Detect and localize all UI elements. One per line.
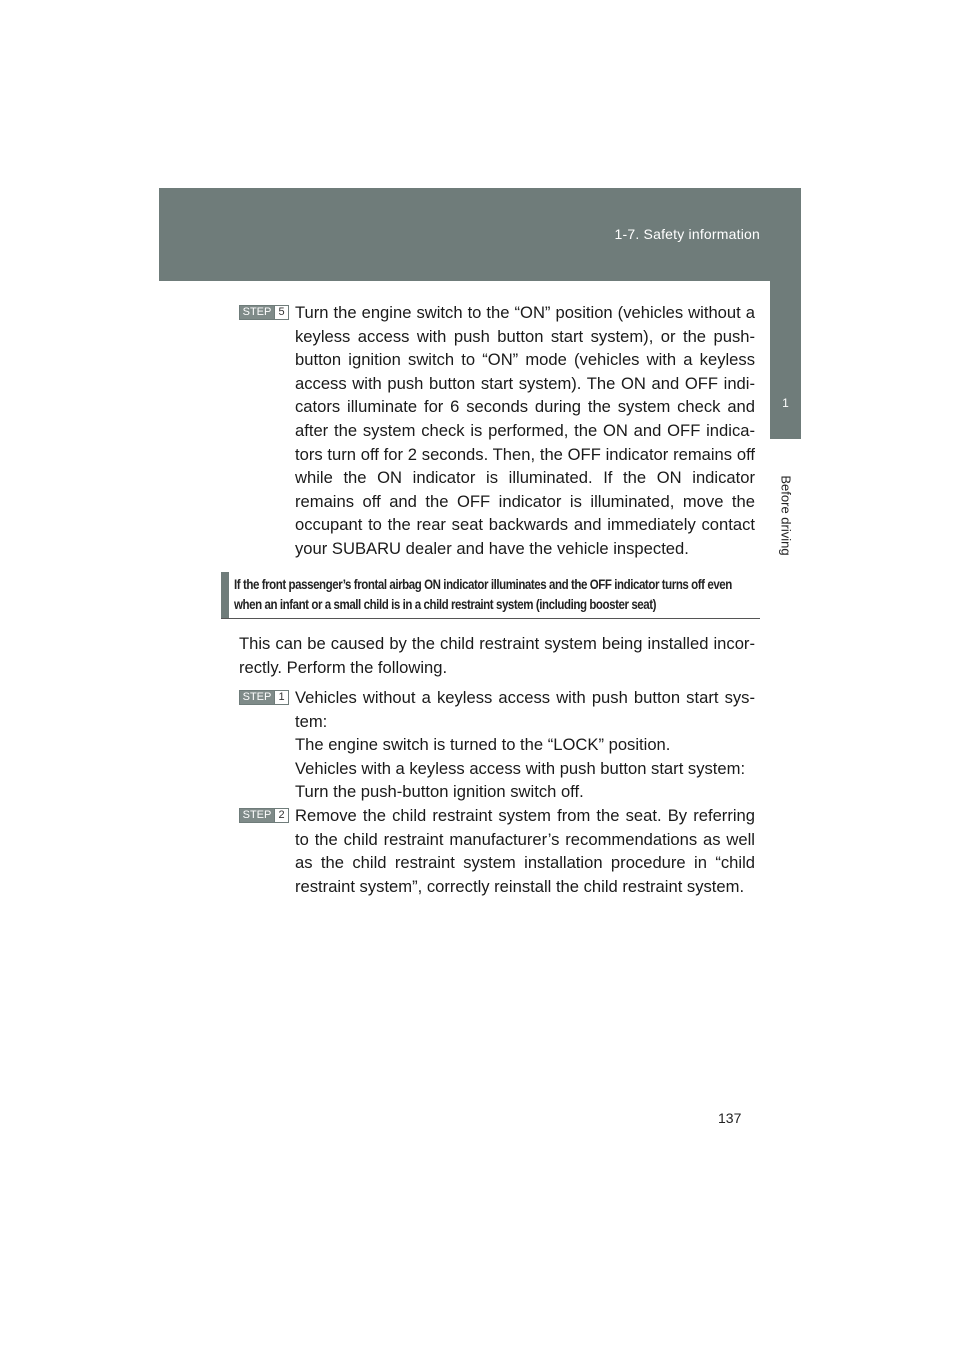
step-badge	[239, 808, 289, 823]
step-badge	[239, 690, 289, 705]
step-1-line-1: Vehicles without a keyless access with push button start sys-tem:	[295, 688, 755, 731]
step-number: 5	[274, 306, 288, 319]
step-1-line-2: The engine switch is turned to the “LOCK” position.	[295, 735, 671, 755]
heading-text: If the front passenger’s frontal airbag ON indicator illuminates and the OFF indicator turns off even when an infant or a small child is in a child restraint system (including booster seat)	[234, 577, 732, 612]
step-label: STEP	[240, 809, 274, 822]
header-band	[159, 188, 801, 281]
page-number: 137	[718, 1110, 742, 1126]
chapter-tab	[770, 281, 801, 439]
chapter-title-text: Before driving	[778, 474, 794, 556]
step-1-line-3: Vehicles with a keyless access with push button start system:	[295, 758, 746, 778]
section-heading	[221, 572, 760, 619]
step-1	[239, 686, 755, 804]
step-label: STEP	[240, 691, 274, 704]
step-label: STEP	[240, 306, 274, 319]
section-title: 1-7. Safety information	[614, 226, 760, 242]
step-number: 2	[274, 809, 288, 822]
step-badge	[239, 305, 289, 320]
step-2-text: Remove the child restraint system from the seat. By referring to the child restraint manufacturer’s recommendations as well as the child restraint system installation procedure in “child restraint system”, correctly reinstall the child restraint system.	[295, 806, 755, 896]
step-number: 1	[274, 691, 288, 704]
step-1-line-4: Turn the push-button ignition switch off.	[295, 782, 584, 802]
intro-paragraph: This can be caused by the child restraint system being installed incor-rectly. Perform the following.	[239, 634, 755, 677]
step-5-text: Turn the engine switch to the “ON” position (vehicles without a keyless access with push button start system), or the push-button ignition switch to “ON” mode (vehicles with a keyless access with push button start system). The ON and OFF indi-cators illuminate for 6 seconds during the system check and after the system check is performed, the ON and OFF indica-tors turn off for 2 seconds. Then, the OFF indicator remains off while the ON indicator is illuminated. If the ON indicator remains off and the OFF indicator is illuminated, move the occupant to the rear seat backwards and immediately contact your SUBARU dealer and have the vehicle inspected.	[295, 303, 755, 558]
heading-accent	[221, 572, 229, 618]
step-2	[239, 804, 755, 898]
step-5	[239, 301, 755, 561]
chapter-number: 1	[782, 396, 789, 410]
chapter-title	[764, 460, 808, 570]
